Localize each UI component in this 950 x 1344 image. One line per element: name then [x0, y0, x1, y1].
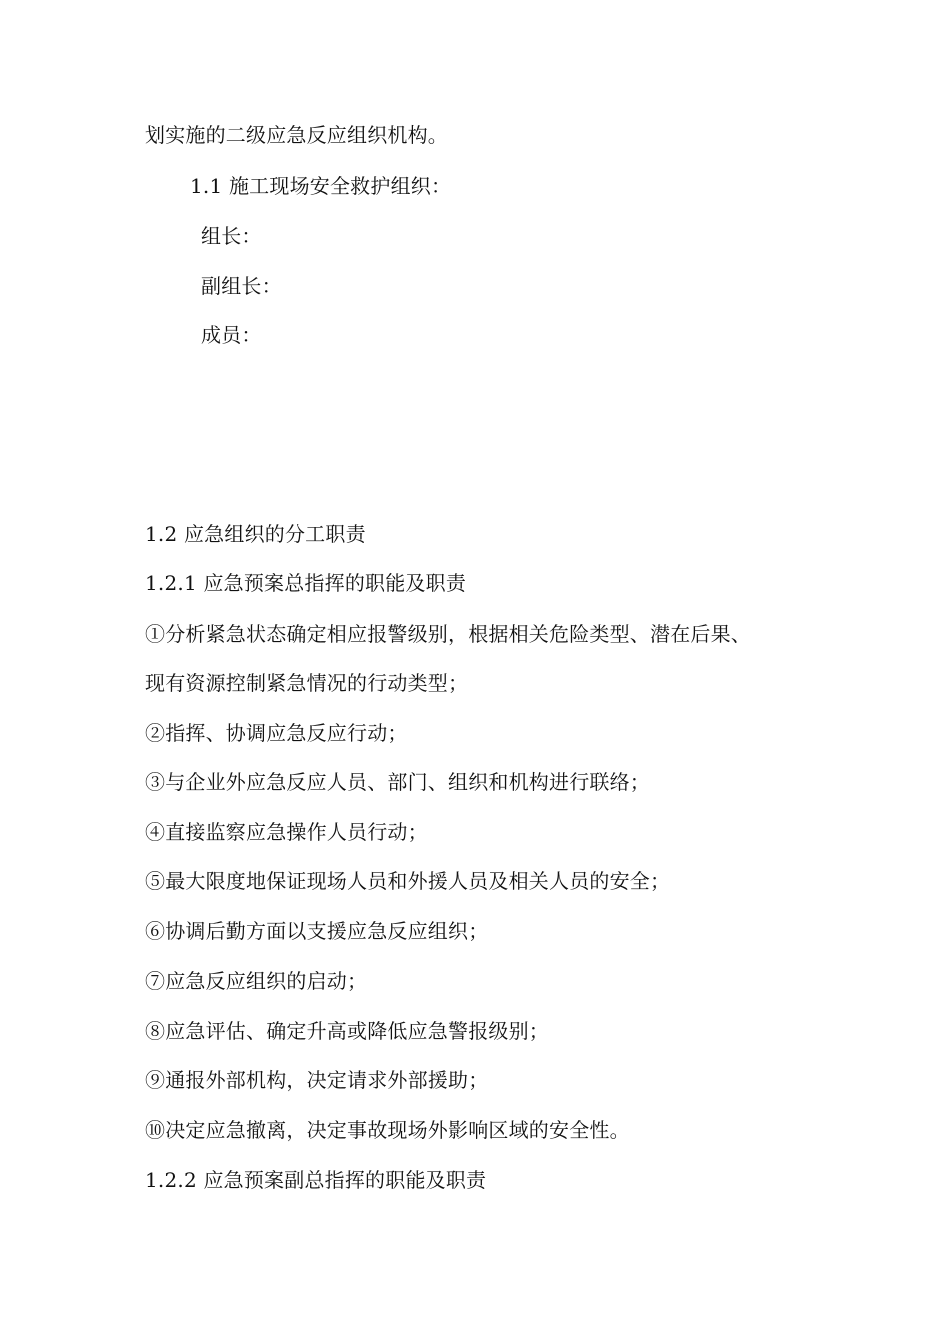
list-item: 现有资源控制紧急情况的行动类型；	[145, 671, 469, 695]
list-item: ③与企业外应急反应人员、部门、组织和机构进行联络；	[145, 770, 650, 794]
list-item: ⑨通报外部机构，决定请求外部援助；	[145, 1068, 489, 1092]
subsection-1-2-2-heading: 1.2.2 应急预案副总指挥的职能及职责	[145, 1168, 487, 1192]
list-item: ④直接监察应急操作人员行动；	[145, 820, 428, 844]
intro-line: 划实施的二级应急反应组织机构。	[145, 123, 448, 147]
list-item: ⑩决定应急撤离，决定事故现场外影响区域的安全性。	[145, 1118, 630, 1142]
section-1-1-heading: 1.1 施工现场安全救护组织：	[190, 174, 452, 198]
leader-label: 组长：	[201, 224, 262, 248]
list-item: ⑧应急评估、确定升高或降低应急警报级别；	[145, 1019, 549, 1043]
list-item: ⑦应急反应组织的启动；	[145, 969, 368, 993]
members-label: 成员：	[201, 323, 262, 347]
list-item: ②指挥、协调应急反应行动；	[145, 721, 408, 745]
list-item: ①分析紧急状态确定相应报警级别，根据相关危险类型、潜在后果、	[145, 622, 751, 646]
list-item: ⑤最大限度地保证现场人员和外援人员及相关人员的安全；	[145, 869, 671, 893]
list-item: ⑥协调后勤方面以支援应急反应组织；	[145, 919, 489, 943]
section-1-2-heading: 1.2 应急组织的分工职责	[145, 522, 366, 546]
subsection-1-2-1-heading: 1.2.1 应急预案总指挥的职能及职责	[145, 571, 467, 595]
deputy-leader-label: 副组长：	[201, 274, 282, 298]
